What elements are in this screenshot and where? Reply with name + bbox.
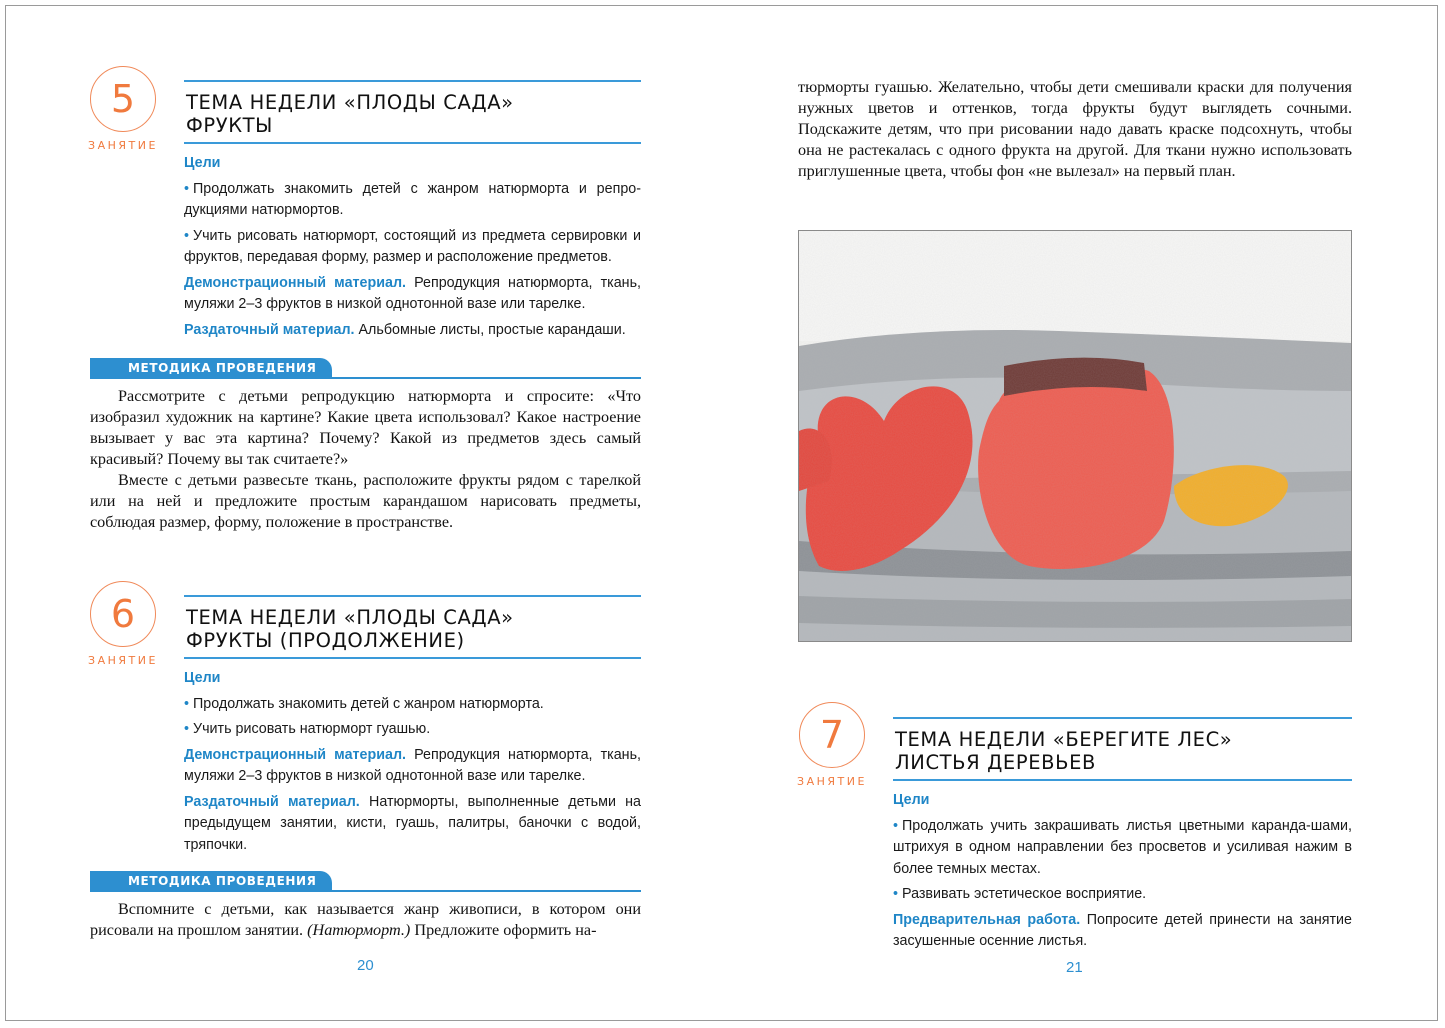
method-text-start: Вспомните с детьми, как называется жанр живописи, в котором они рисовали на прошлом занятии. [90,900,641,939]
bullet-icon: • [184,180,190,197]
method-rule [90,890,641,892]
bullet-icon: • [184,721,190,737]
method-text-end: Предложите оформить на- [414,921,597,939]
header-rule-bottom [893,779,1352,781]
method-text-italic: (Натюрморт.) [307,921,411,939]
header-rule-bottom [184,142,641,144]
goal-item: Продолжать знакомить детей с жанром натюрморта. [193,695,544,712]
method-heading: МЕТОДИКА ПРОВЕДЕНИЯ [90,358,332,378]
demo-label: Демонстрационный материал. [184,746,407,763]
bullet-icon: • [893,817,899,834]
demo-text: Репродукция натюрморта, ткань, муляжи 2–3 фруктов в низкой однотонной вазе или тарелке. [184,274,641,312]
continuation-text [798,77,1352,182]
theme-subtitle: ЛИСТЬЯ ДЕРЕВЬЕВ [895,751,1096,774]
goal-item: Развивать эстетическое восприятие. [902,886,1147,902]
continuation-paragraph: тюрморты гуашью. Желательно, чтобы дети смешивали краски для получения нужных цветов и оттенков, тогда фрукты будут выглядеть сочными. Подскажите детям, что при рисовании надо давать краске подсохнуть, чтобы она не растекалась с одного фрукта на другой. Для ткани нужно использовать приглушенные цвета, чтобы фон «не вылезал» на первый план. [798,78,1352,180]
goals-heading: Цели [184,155,221,171]
bullet-icon: • [184,227,190,244]
lesson6-goals-block [184,668,641,860]
theme-title: ТЕМА НЕДЕЛИ «БЕРЕГИТЕ ЛЕС» [895,728,1233,751]
lesson-label: ЗАНЯТИЕ [88,139,158,152]
method-heading: МЕТОДИКА ПРОВЕДЕНИЯ [90,871,332,891]
lesson-number: 5 [110,77,136,121]
lesson-number: 7 [819,713,845,757]
theme-title: ТЕМА НЕДЕЛИ «ПЛОДЫ САДА» [186,91,514,114]
goal-item: Учить рисовать натюрморт гуашью. [193,721,431,737]
method-paragraph: Вместе с детьми развесьте ткань, расположите фрукты рядом с тарелкой или на ней и предложите простым карандашом нарисовать предметы, соблюдая размер, форму, положение в пространстве. [90,471,641,531]
handout-label: Раздаточный материал. [184,321,355,338]
lesson-number-badge [799,702,865,768]
prep-label: Предварительная работа. [893,911,1081,928]
lesson-label: ЗАНЯТИЕ [88,654,158,667]
lesson7-goals-block [893,790,1352,957]
header-rule-top [184,80,641,82]
lesson5-goals-block [184,153,641,345]
method-paragraph [90,899,641,941]
theme-subtitle: ФРУКТЫ (ПРОДОЛЖЕНИЕ) [186,629,465,652]
bullet-icon: • [184,695,190,712]
handout-text: Натюрморты, выполненные детьми на предыдущем занятии, кисти, гуашь, палитры, баночки с водой, тряпочки. [184,793,642,853]
goals-heading: Цели [184,670,221,686]
page-number: 20 [357,957,374,974]
goals-heading: Цели [893,792,930,808]
lesson6-method-text [90,899,641,941]
header-rule-top [184,595,641,597]
bullet-icon: • [893,886,899,902]
lesson-number-badge [90,66,156,132]
goal-item: Учить рисовать натюрморт, состоящий из предмета сервировки и фруктов, передавая форму, размер и расположение предметов. [184,227,641,265]
theme-subtitle: ФРУКТЫ [186,114,273,137]
handout-label: Раздаточный материал. [184,793,360,810]
prep-text: Попросите детей принести на занятие засушенные осенние листья. [893,911,1352,949]
header-rule-bottom [184,657,641,659]
goal-item: Продолжать знакомить детей с жанром натюрморта и репро-дукциями натюрмортов. [184,180,641,218]
painting-illustration [799,231,1351,641]
lesson5-method-text [90,386,641,533]
handout-text: Альбомные листы, простые карандаши. [358,321,626,338]
method-rule [90,377,641,379]
page-number: 21 [1066,959,1083,976]
child-painting-image [798,230,1352,642]
goal-item: Продолжать учить закрашивать листья цветными каранда-шами, штрихуя в одном направлении без просветов и усиливая нажим в более темных местах. [893,817,1352,877]
demo-label: Демонстрационный материал. [184,274,407,291]
theme-title: ТЕМА НЕДЕЛИ «ПЛОДЫ САДА» [186,606,514,629]
lesson-number-badge [90,581,156,647]
lesson-number: 6 [110,592,136,636]
lesson-label: ЗАНЯТИЕ [797,775,867,788]
demo-text: Репродукция натюрморта, ткань, муляжи 2–3 фруктов в низкой однотонной вазе или тарелке. [184,746,641,784]
header-rule-top [893,717,1352,719]
method-paragraph: Рассмотрите с детьми репродукцию натюрморта и спросите: «Что изобразил художник на картине? Какие цвета использовал? Какое настроение вызывает у вас эта картина? Почему? Какой из предметов здесь самый красивый? Почему вы так считаете?» [90,387,641,468]
